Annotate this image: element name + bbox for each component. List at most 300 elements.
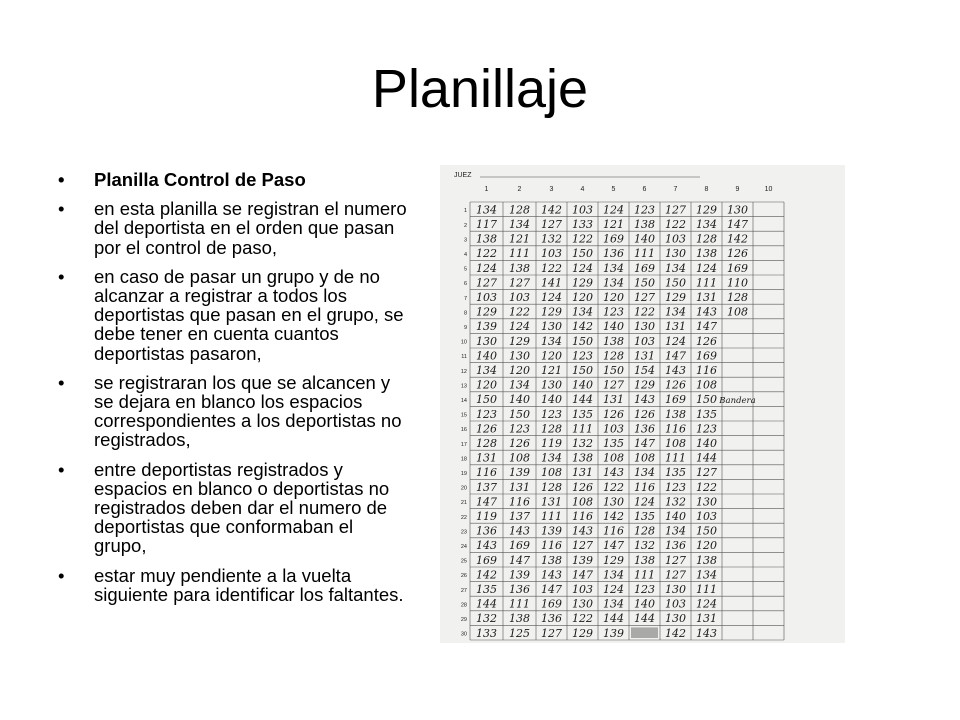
- row-number: 24: [460, 544, 467, 551]
- column-number: 7: [673, 186, 678, 193]
- handwritten-entry: 154: [634, 363, 655, 377]
- handwritten-entry: 124: [696, 597, 717, 611]
- handwritten-entry: 169: [665, 393, 686, 407]
- handwritten-entry: 144: [696, 451, 717, 465]
- handwritten-entry: 129: [665, 290, 686, 304]
- row-number: 9: [463, 325, 467, 332]
- handwritten-entry: 122: [476, 247, 497, 261]
- handwritten-entry: 138: [634, 553, 655, 567]
- handwritten-entry: 124: [572, 261, 593, 275]
- handwritten-entry: 127: [665, 203, 686, 217]
- handwritten-entry: 123: [634, 203, 655, 217]
- handwritten-entry: 131: [603, 393, 624, 407]
- handwritten-entry: 140: [603, 320, 624, 334]
- handwritten-entry: 150: [665, 276, 686, 290]
- handwritten-entry: 130: [603, 495, 624, 509]
- handwritten-entry: 135: [603, 436, 624, 450]
- handwritten-entry: 126: [476, 422, 497, 436]
- handwritten-entry: 126: [603, 407, 624, 421]
- handwritten-entry: 124: [665, 334, 686, 348]
- handwritten-entry: 133: [476, 626, 497, 640]
- handwritten-entry: 123: [665, 480, 686, 494]
- handwritten-entry: 134: [603, 261, 624, 275]
- handwritten-entry: 143: [665, 363, 686, 377]
- handwritten-entry: 130: [665, 612, 686, 626]
- handwritten-entry: 147: [634, 436, 655, 450]
- handwritten-entry: 147: [603, 539, 624, 553]
- handwritten-entry: 129: [541, 305, 562, 319]
- handwritten-entry: 131: [696, 290, 717, 304]
- bullet-item: • en caso de pasar un grupo y de no alcanzar a registrar a todos los deportistas que pasan en el grupo, se debe tener en cuenta cuantos deportistas pasaron,: [58, 267, 410, 363]
- handwritten-entry: 144: [634, 612, 655, 626]
- handwritten-entry: 108: [727, 305, 748, 319]
- handwritten-entry: 123: [696, 422, 717, 436]
- handwritten-entry: 134: [634, 466, 655, 480]
- handwritten-entry: 130: [572, 597, 593, 611]
- handwritten-entry: 147: [541, 582, 562, 596]
- handwritten-entry: 122: [572, 612, 593, 626]
- handwritten-entry: 111: [665, 451, 686, 465]
- handwritten-entry: 103: [509, 290, 530, 304]
- handwritten-entry: 150: [572, 363, 593, 377]
- handwritten-entry: 120: [696, 539, 717, 553]
- handwritten-entry: 144: [603, 612, 624, 626]
- handwritten-entry: 124: [509, 320, 530, 334]
- handwritten-entry: 131: [572, 466, 593, 480]
- handwritten-entry: 150: [696, 393, 717, 407]
- handwritten-entry: 134: [509, 378, 530, 392]
- handwritten-entry: 129: [572, 276, 593, 290]
- handwritten-entry: 138: [696, 553, 717, 567]
- handwritten-entry: 119: [476, 509, 497, 523]
- row-number: 30: [460, 631, 467, 638]
- handwritten-entry: 120: [603, 290, 624, 304]
- row-number: 21: [460, 500, 467, 507]
- handwritten-entry: 128: [509, 203, 530, 217]
- row-number: 26: [460, 573, 467, 580]
- handwritten-entry: 116: [541, 539, 562, 553]
- handwritten-entry: 138: [572, 451, 593, 465]
- handwritten-entry: 120: [476, 378, 497, 392]
- handwritten-entry: 123: [509, 422, 530, 436]
- handwritten-entry: 132: [541, 232, 562, 246]
- handwritten-entry: 124: [541, 290, 562, 304]
- handwritten-entry: 111: [509, 597, 530, 611]
- handwritten-entry: 129: [509, 334, 530, 348]
- handwritten-entry: 130: [634, 320, 655, 334]
- handwritten-entry: 103: [476, 290, 497, 304]
- row-number: 3: [463, 237, 467, 244]
- handwritten-entry: 132: [665, 495, 686, 509]
- handwritten-entry: 147: [509, 553, 530, 567]
- column-number: 8: [704, 186, 709, 193]
- handwritten-entry: 126: [696, 334, 717, 348]
- row-number: 29: [460, 617, 467, 624]
- handwritten-entry: 131: [634, 349, 655, 363]
- handwritten-entry: 143: [476, 539, 497, 553]
- handwritten-entry: 131: [541, 495, 562, 509]
- handwritten-entry: 139: [572, 553, 593, 567]
- handwritten-entry: 138: [665, 407, 686, 421]
- slide-title: Planillaje: [371, 59, 589, 119]
- control-sheet-image: [440, 165, 845, 643]
- handwritten-entry: 111: [509, 247, 530, 261]
- handwritten-entry: 133: [572, 217, 593, 231]
- handwritten-entry: 120: [509, 363, 530, 377]
- handwritten-entry: 122: [634, 305, 655, 319]
- handwritten-entry: 121: [541, 363, 562, 377]
- handwritten-entry: 131: [665, 320, 686, 334]
- handwritten-entry: 150: [509, 407, 530, 421]
- handwritten-entry: 116: [634, 480, 655, 494]
- handwritten-entry: 136: [541, 612, 562, 626]
- handwritten-entry: 130: [509, 349, 530, 363]
- handwritten-entry: 139: [509, 568, 530, 582]
- handwritten-entry: 123: [603, 305, 624, 319]
- row-number: 7: [463, 295, 467, 302]
- handwritten-entry: 134: [665, 261, 686, 275]
- handwritten-entry: 140: [696, 436, 717, 450]
- handwritten-entry: 134: [509, 217, 530, 231]
- handwritten-entry: 150: [603, 363, 624, 377]
- handwritten-entry: 123: [476, 407, 497, 421]
- handwritten-entry: 129: [476, 305, 497, 319]
- handwritten-entry: 137: [476, 480, 497, 494]
- handwritten-entry: 128: [727, 290, 748, 304]
- handwritten-entry: 147: [696, 320, 717, 334]
- handwritten-entry: 111: [634, 568, 655, 582]
- handwritten-entry: 139: [509, 466, 530, 480]
- column-number: 9: [735, 186, 740, 193]
- handwritten-entry: 134: [541, 451, 562, 465]
- handwritten-entry: 122: [509, 305, 530, 319]
- row-number: 22: [460, 514, 467, 521]
- handwritten-entry: 108: [603, 451, 624, 465]
- handwritten-entry: 138: [509, 612, 530, 626]
- handwritten-entry: 127: [541, 626, 562, 640]
- handwritten-entry: 126: [572, 480, 593, 494]
- handwritten-entry: 134: [603, 276, 624, 290]
- handwritten-entry: 108: [572, 495, 593, 509]
- handwritten-entry: 136: [476, 524, 497, 538]
- sheet-header: JUEZ: [454, 172, 472, 179]
- handwritten-entry: 142: [541, 203, 562, 217]
- handwritten-entry: 144: [572, 393, 593, 407]
- handwritten-entry: 124: [476, 261, 497, 275]
- handwritten-entry: 143: [509, 524, 530, 538]
- handwritten-entry: 123: [634, 582, 655, 596]
- handwritten-entry: 129: [634, 378, 655, 392]
- row-number: 25: [460, 558, 467, 565]
- handwritten-entry: 127: [696, 466, 717, 480]
- handwritten-entry: 123: [572, 349, 593, 363]
- handwritten-entry: 169: [541, 597, 562, 611]
- handwritten-entry: 169: [727, 261, 748, 275]
- handwritten-entry: 140: [665, 509, 686, 523]
- handwritten-entry: 108: [634, 451, 655, 465]
- handwritten-entry: 134: [476, 203, 497, 217]
- handwritten-entry: 103: [665, 232, 686, 246]
- handwritten-entry: 150: [572, 334, 593, 348]
- handwritten-entry: 124: [603, 203, 624, 217]
- handwritten-entry: 143: [603, 466, 624, 480]
- handwritten-entry: 138: [509, 261, 530, 275]
- handwritten-entry: 116: [665, 422, 686, 436]
- handwritten-entry: 128: [634, 524, 655, 538]
- handwritten-entry: 141: [541, 276, 562, 290]
- handwritten-entry: 130: [696, 495, 717, 509]
- row-number: 8: [463, 310, 467, 317]
- handwritten-entry: 142: [665, 626, 686, 640]
- row-number: 14: [460, 398, 467, 405]
- handwritten-entry: 128: [603, 349, 624, 363]
- column-number: 6: [642, 186, 647, 193]
- handwritten-entry: 134: [665, 305, 686, 319]
- handwritten-entry: 111: [541, 509, 562, 523]
- bullet-item: • entre deportistas registrados y espacios en blanco o deportistas no registrados deben dar el numero de deportistas que conformaban el grupo,: [58, 460, 410, 556]
- handwritten-entry: 124: [696, 261, 717, 275]
- column-number: 10: [764, 186, 773, 193]
- handwritten-entry: 137: [509, 509, 530, 523]
- handwritten-entry: 127: [541, 217, 562, 231]
- handwritten-entry: 129: [696, 203, 717, 217]
- column-number: 1: [484, 186, 489, 193]
- handwritten-entry: 103: [541, 247, 562, 261]
- handwritten-entry: 126: [727, 247, 748, 261]
- row-number: 23: [460, 529, 467, 536]
- handwritten-entry: 108: [696, 378, 717, 392]
- handwritten-entry: 127: [476, 276, 497, 290]
- handwritten-entry: 129: [603, 553, 624, 567]
- column-number: 3: [549, 186, 554, 193]
- handwritten-entry: 122: [541, 261, 562, 275]
- handwritten-entry: 142: [727, 232, 748, 246]
- handwritten-entry: 140: [541, 393, 562, 407]
- handwritten-entry: 134: [696, 217, 717, 231]
- handwritten-entry: 128: [541, 422, 562, 436]
- handwritten-entry: 120: [541, 349, 562, 363]
- handwritten-entry: 143: [696, 305, 717, 319]
- bullet-item: • se registraran los que se alcancen y se dejara en blanco los espacios correspondientes a los deportistas no registrados,: [58, 373, 410, 450]
- handwritten-entry: 127: [509, 276, 530, 290]
- handwritten-entry: 131: [476, 451, 497, 465]
- handwritten-entry: 136: [509, 582, 530, 596]
- handwritten-entry: 127: [634, 290, 655, 304]
- row-number: 15: [460, 412, 467, 419]
- handwritten-entry: 138: [634, 217, 655, 231]
- handwritten-entry: 138: [476, 232, 497, 246]
- handwritten-entry: 130: [541, 320, 562, 334]
- bullet-item: • en esta planilla se registran el numero del deportista en el orden que pasan por el control de paso,: [58, 199, 410, 257]
- handwritten-entry: 126: [665, 378, 686, 392]
- handwritten-entry: 136: [634, 422, 655, 436]
- handwritten-entry: 147: [572, 568, 593, 582]
- row-number: 27: [460, 587, 467, 594]
- handwritten-entry: 138: [603, 334, 624, 348]
- handwritten-entry: 110: [727, 276, 748, 290]
- handwritten-entry: 131: [509, 480, 530, 494]
- row-number: 2: [463, 222, 467, 229]
- handwritten-entry: 169: [476, 553, 497, 567]
- handwritten-entry: 139: [476, 320, 497, 334]
- handwritten-entry: 134: [603, 568, 624, 582]
- handwritten-entry: 134: [603, 597, 624, 611]
- row-number: 16: [460, 427, 467, 434]
- handwritten-entry: 150: [696, 524, 717, 538]
- handwritten-entry: 111: [696, 276, 717, 290]
- handwritten-entry: 122: [665, 217, 686, 231]
- handwritten-entry: 124: [634, 495, 655, 509]
- handwritten-entry: 127: [572, 539, 593, 553]
- bullet-item: • estar muy pendiente a la vuelta siguiente para identificar los faltantes.: [58, 566, 410, 604]
- handwritten-entry: 108: [665, 436, 686, 450]
- handwritten-entry: 147: [476, 495, 497, 509]
- handwritten-sheet: [440, 165, 845, 643]
- handwritten-entry: 127: [665, 553, 686, 567]
- handwritten-entry: 127: [665, 568, 686, 582]
- handwritten-entry: 150: [572, 247, 593, 261]
- row-number: 10: [460, 339, 467, 346]
- handwritten-entry: 143: [572, 524, 593, 538]
- handwritten-entry: Bandera: [719, 396, 756, 407]
- handwritten-entry: 150: [634, 276, 655, 290]
- handwritten-entry: 140: [476, 349, 497, 363]
- handwritten-entry: 147: [727, 217, 748, 231]
- handwritten-entry: 134: [665, 524, 686, 538]
- handwritten-entry: 128: [476, 436, 497, 450]
- handwritten-entry: 130: [476, 334, 497, 348]
- row-number: 20: [460, 485, 467, 492]
- row-number: 11: [461, 354, 467, 361]
- handwritten-entry: 116: [572, 509, 593, 523]
- row-number: 17: [460, 441, 467, 448]
- handwritten-entry: 142: [603, 509, 624, 523]
- handwritten-entry: 144: [476, 597, 497, 611]
- row-number: 18: [460, 456, 467, 463]
- handwritten-entry: 122: [696, 480, 717, 494]
- handwritten-entry: 116: [696, 363, 717, 377]
- handwritten-entry: 136: [665, 539, 686, 553]
- handwritten-entry: 134: [476, 363, 497, 377]
- row-number: 28: [460, 602, 467, 609]
- handwritten-entry: 140: [572, 378, 593, 392]
- handwritten-entry: 103: [572, 582, 593, 596]
- handwritten-entry: 116: [476, 466, 497, 480]
- column-number: 2: [517, 186, 522, 193]
- handwritten-entry: 134: [696, 568, 717, 582]
- handwritten-entry: 103: [572, 203, 593, 217]
- handwritten-entry: 169: [603, 232, 624, 246]
- handwritten-entry: 130: [665, 247, 686, 261]
- handwritten-entry: 111: [634, 247, 655, 261]
- bullet-item: • Planilla Control de Paso: [58, 170, 410, 189]
- handwritten-entry: 131: [696, 612, 717, 626]
- handwritten-entry: 130: [665, 582, 686, 596]
- handwritten-entry: 132: [476, 612, 497, 626]
- handwritten-entry: 150: [476, 393, 497, 407]
- handwritten-entry: 126: [634, 407, 655, 421]
- column-number: 4: [580, 186, 585, 193]
- column-number: 5: [611, 186, 616, 193]
- handwritten-entry: 129: [572, 626, 593, 640]
- handwritten-entry: 108: [541, 466, 562, 480]
- row-number: 6: [463, 281, 467, 288]
- handwritten-entry: 135: [476, 582, 497, 596]
- handwritten-entry: 138: [541, 553, 562, 567]
- handwritten-entry: 111: [696, 582, 717, 596]
- handwritten-entry: 103: [696, 509, 717, 523]
- handwritten-entry: 103: [634, 334, 655, 348]
- handwritten-entry: 135: [696, 407, 717, 421]
- handwritten-entry: 130: [727, 203, 748, 217]
- handwritten-entry: 143: [541, 568, 562, 582]
- handwritten-entry: 142: [476, 568, 497, 582]
- row-number: 13: [460, 383, 467, 390]
- handwritten-entry: 116: [603, 524, 624, 538]
- handwritten-entry: 126: [509, 436, 530, 450]
- bullet-list: [58, 170, 410, 614]
- row-number: 12: [460, 368, 467, 375]
- row-number: 19: [460, 471, 467, 478]
- handwritten-entry: 169: [696, 349, 717, 363]
- handwritten-entry: 169: [509, 539, 530, 553]
- handwritten-entry: 117: [476, 217, 497, 231]
- handwritten-entry: 135: [572, 407, 593, 421]
- handwritten-entry: 119: [541, 436, 562, 450]
- shaded-cell: [631, 627, 658, 638]
- handwritten-entry: 143: [634, 393, 655, 407]
- handwritten-entry: 123: [541, 407, 562, 421]
- handwritten-entry: 121: [509, 232, 530, 246]
- handwritten-entry: 139: [541, 524, 562, 538]
- handwritten-entry: 132: [634, 539, 655, 553]
- row-number: 1: [463, 208, 467, 215]
- handwritten-entry: 122: [572, 232, 593, 246]
- handwritten-entry: 140: [634, 597, 655, 611]
- handwritten-entry: 169: [634, 261, 655, 275]
- handwritten-entry: 103: [665, 597, 686, 611]
- handwritten-entry: 116: [509, 495, 530, 509]
- handwritten-entry: 140: [509, 393, 530, 407]
- handwritten-entry: 142: [572, 320, 593, 334]
- handwritten-entry: 143: [696, 626, 717, 640]
- handwritten-entry: 138: [696, 247, 717, 261]
- handwritten-entry: 111: [572, 422, 593, 436]
- handwritten-entry: 128: [541, 480, 562, 494]
- handwritten-entry: 128: [696, 232, 717, 246]
- handwritten-entry: 127: [603, 378, 624, 392]
- row-number: 4: [463, 252, 467, 259]
- handwritten-entry: 139: [603, 626, 624, 640]
- handwritten-entry: 135: [665, 466, 686, 480]
- handwritten-entry: 132: [572, 436, 593, 450]
- handwritten-entry: 136: [603, 247, 624, 261]
- handwritten-entry: 135: [634, 509, 655, 523]
- row-number: 5: [463, 266, 467, 273]
- handwritten-entry: 134: [572, 305, 593, 319]
- handwritten-entry: 121: [603, 217, 624, 231]
- handwritten-entry: 122: [603, 480, 624, 494]
- handwritten-entry: 124: [603, 582, 624, 596]
- handwritten-entry: 125: [509, 626, 530, 640]
- handwritten-entry: 103: [603, 422, 624, 436]
- handwritten-entry: 120: [572, 290, 593, 304]
- handwritten-entry: 108: [509, 451, 530, 465]
- handwritten-entry: 140: [634, 232, 655, 246]
- handwritten-entry: 130: [541, 378, 562, 392]
- handwritten-entry: 147: [665, 349, 686, 363]
- handwritten-entry: 134: [541, 334, 562, 348]
